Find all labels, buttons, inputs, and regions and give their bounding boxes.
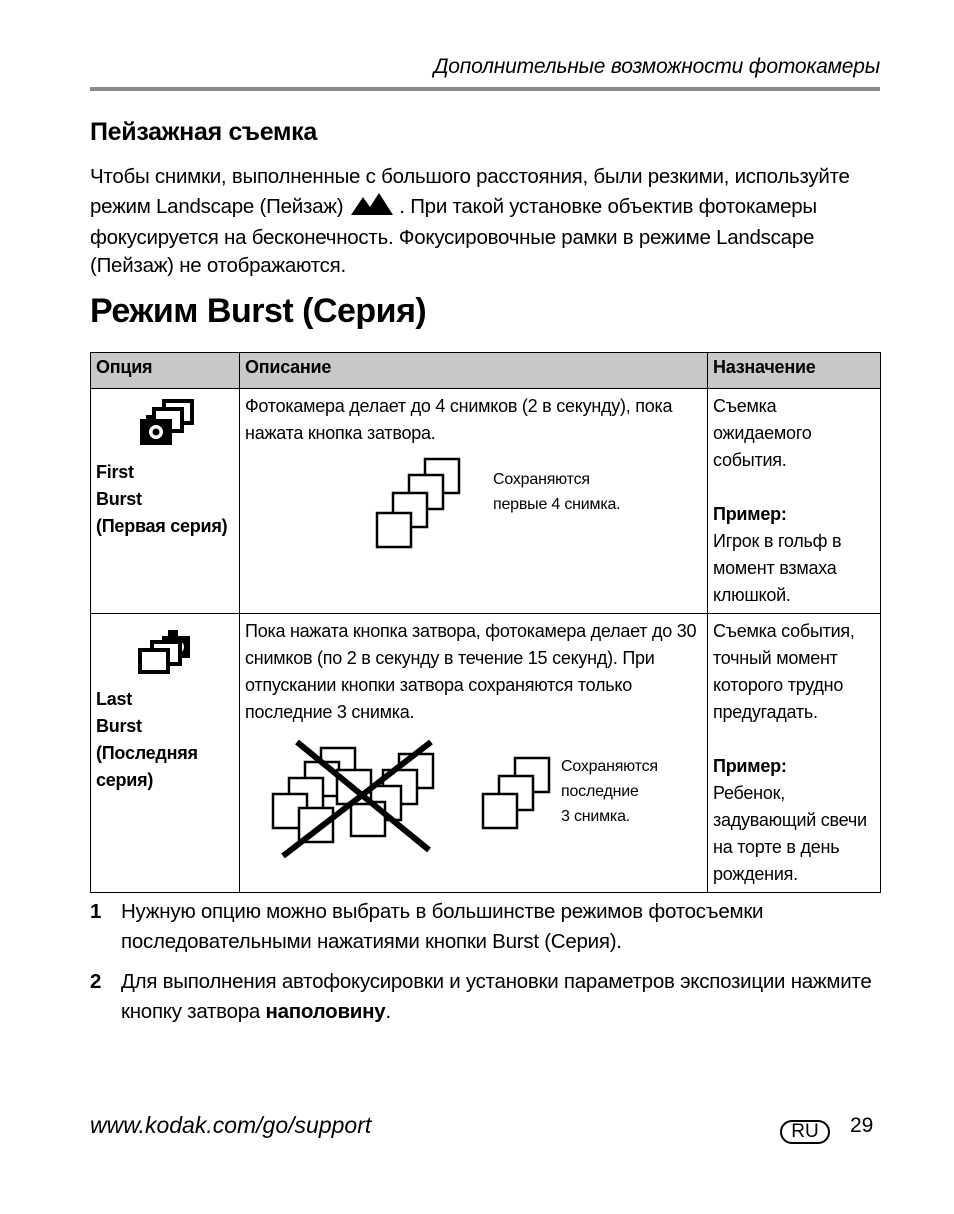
caption-line: Сохраняются <box>493 471 590 488</box>
example-text: Игрок в гольф в момент взмаха клюшкой. <box>713 531 842 605</box>
page-number: 29 <box>850 1114 874 1137</box>
caption-line: 3 снимка. <box>561 808 631 825</box>
step-item <box>90 967 880 1027</box>
last-burst-icon <box>138 624 234 684</box>
purpose-text: Съемка события, точный момент которого трудно предугадать. <box>713 621 855 722</box>
option-cell <box>91 389 240 614</box>
burst-heading: Режим Burst (Серия) <box>90 292 427 330</box>
column-header-description: Описание <box>240 353 708 389</box>
option-name <box>96 459 234 540</box>
example-text: Ребенок, задувающий свечи на торте в день рождения. <box>713 783 867 884</box>
running-title: Дополнительные возможности фотокамеры <box>433 55 880 78</box>
purpose-text: Съемка ожидаемого события. <box>713 396 812 470</box>
burst-options-table <box>90 352 881 893</box>
option-line: серия) <box>96 770 154 790</box>
step-text-end: . <box>385 1000 391 1023</box>
mountain-icon <box>351 191 393 225</box>
saved-frames-illustration <box>373 457 465 553</box>
example-label: Пример: <box>713 504 787 524</box>
landscape-heading: Пейзажная съемка <box>90 118 317 146</box>
step-number: 1 <box>90 900 102 923</box>
column-header-option: Опция <box>91 353 240 389</box>
description-text: Пока нажата кнопка затвора, фотокамера делает до 30 снимков (по 2 в секунду в течение 15 секунд). При отпускании кнопки затвора сохраняются только последние 3 снимка. <box>245 621 697 722</box>
step-item <box>90 897 880 957</box>
table-row-last-burst <box>91 614 881 893</box>
discarded-frames-illustration <box>259 740 449 858</box>
option-line: Last <box>96 689 133 709</box>
header-rule <box>90 87 880 91</box>
figure-caption <box>493 467 620 517</box>
option-line: (Первая серия) <box>96 516 228 536</box>
step-bold-text: наполовину <box>265 1000 386 1023</box>
table-header-row <box>91 353 881 389</box>
first-burst-figure <box>245 447 702 577</box>
figure-caption <box>561 754 658 829</box>
step-text: Нужную опцию можно выбрать в большинстве режимов фотосъемки последовательными нажатиями кнопки Burst (Серия). <box>121 900 764 953</box>
step-number: 2 <box>90 970 102 993</box>
support-url: www.kodak.com/go/support <box>90 1112 372 1138</box>
description-cell <box>240 389 708 614</box>
description-cell <box>240 614 708 893</box>
option-line: Burst <box>96 716 142 736</box>
step-text: Для выполнения автофокусировки и установки параметров экспозиции нажмите кнопку затвора <box>121 970 872 1023</box>
language-badge: RU <box>780 1120 830 1144</box>
option-cell <box>91 614 240 893</box>
caption-line: Сохраняются <box>561 758 658 775</box>
description-text: Фотокамера делает до 4 снимков (2 в секунду), пока нажата кнопка затвора. <box>245 396 673 443</box>
landscape-text-1: Чтобы снимки, выполненные с большого расстояния, были резкими, используйте режим Landscape (Пейзаж) <box>90 165 850 218</box>
caption-line: первые 4 снимка. <box>493 496 621 513</box>
caption-line: последние <box>561 783 639 800</box>
purpose-cell <box>708 614 881 893</box>
example-label: Пример: <box>713 756 787 776</box>
column-header-purpose: Назначение <box>708 353 881 389</box>
option-line: First <box>96 462 134 482</box>
first-burst-icon <box>138 399 234 457</box>
option-name <box>96 686 234 794</box>
steps-list <box>90 897 880 1037</box>
landscape-paragraph <box>90 163 880 279</box>
option-line: Burst <box>96 489 142 509</box>
table-row-first-burst <box>91 389 881 614</box>
option-line: (Последняя <box>96 743 198 763</box>
saved-frames-illustration <box>479 756 553 834</box>
last-burst-figure <box>245 726 702 876</box>
purpose-cell <box>708 389 881 614</box>
landscape-text-2: . При такой установке объектив фотокамеры фокусируется на бесконечность. Фокусировочные рамки в режиме Landscape (Пейзаж) не отображаются. <box>90 194 817 277</box>
